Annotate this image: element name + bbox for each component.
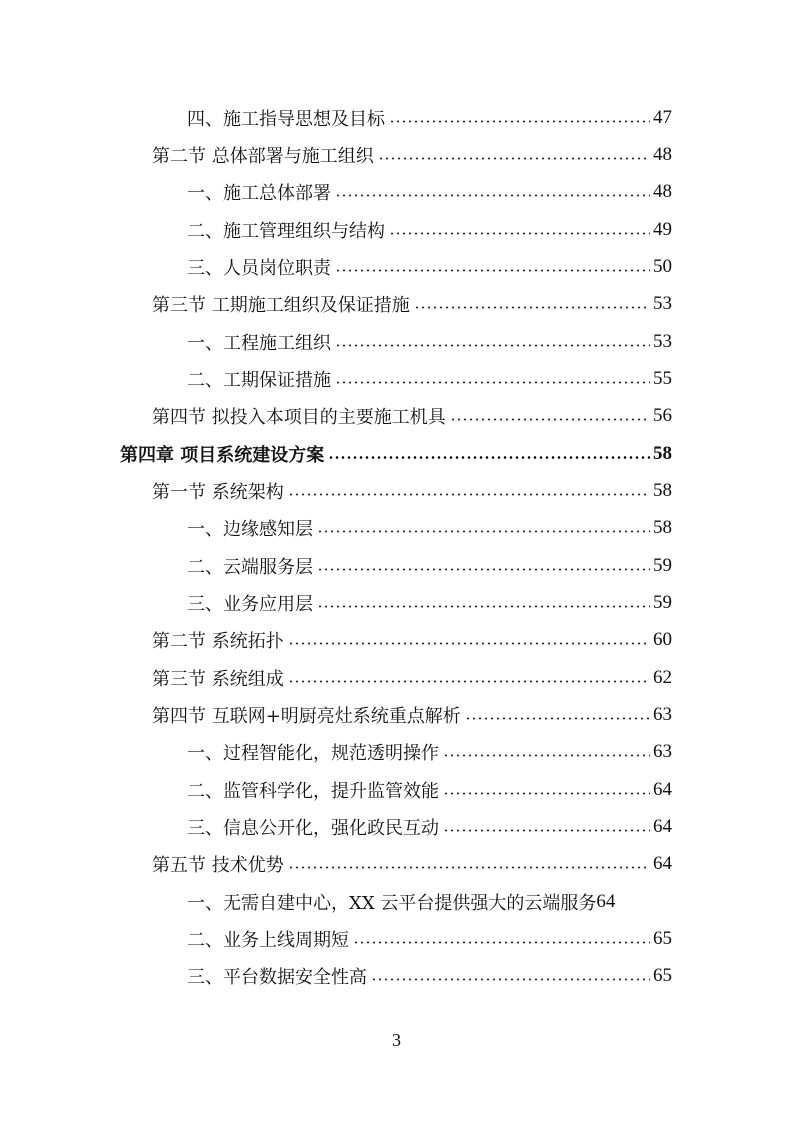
toc-entry[interactable] [187, 921, 672, 957]
dot-leader [288, 493, 650, 496]
toc-entry[interactable] [152, 473, 672, 509]
toc-entry[interactable] [187, 884, 687, 920]
toc-entry[interactable] [187, 510, 672, 546]
toc-entry-page: 50 [653, 256, 672, 277]
dot-leader [371, 978, 650, 981]
toc-entry[interactable] [152, 622, 672, 658]
dot-leader [450, 418, 650, 421]
toc-entry-page: 48 [653, 144, 672, 165]
toc-entry[interactable] [152, 846, 672, 882]
toc-entry[interactable] [152, 137, 672, 173]
toc-entry-title: 第三节 工期施工组织及保证措施 [152, 295, 410, 316]
toc-entry[interactable] [187, 249, 672, 285]
toc-entry[interactable] [187, 734, 672, 770]
dot-leader [288, 642, 650, 645]
toc-entry-page: 47 [653, 107, 672, 128]
toc-entry-title: 第四节 互联网+明厨亮灶系统重点解析 [152, 706, 461, 727]
dot-leader [335, 381, 650, 384]
toc-entry-page: 65 [653, 965, 672, 986]
toc-entry-page: 64 [596, 891, 616, 912]
toc-entry-title: 一、无需自建中心，XX 云平台提供强大的云端服务 [187, 893, 597, 914]
dot-leader [414, 306, 650, 309]
toc-entry-title: 第一节 系统架构 [152, 482, 284, 503]
toc-entry-page: 65 [653, 928, 672, 949]
toc-entry-page: 59 [653, 555, 672, 576]
toc-entry-page: 64 [653, 779, 672, 800]
toc-entry-page: 60 [653, 629, 672, 650]
toc-entry-title: 第四节 拟投入本项目的主要施工机具 [152, 407, 446, 428]
dot-leader [288, 680, 650, 683]
toc-entry-title: 二、施工管理组织与结构 [187, 221, 385, 242]
toc-entry[interactable] [187, 212, 672, 248]
toc-entry-page: 53 [653, 331, 672, 352]
dot-leader [465, 717, 650, 720]
toc-entry-page: 53 [653, 293, 672, 314]
dot-leader [353, 941, 650, 944]
toc-entry-page: 56 [653, 405, 672, 426]
toc-entry[interactable] [187, 958, 672, 994]
toc-entry-page: 55 [653, 368, 672, 389]
toc-entry-title: 三、信息公开化，强化政民互动 [187, 818, 439, 839]
toc-entry[interactable] [187, 174, 672, 210]
toc-entry-title: 第二节 总体部署与施工组织 [152, 146, 374, 167]
toc-entry-page: 49 [653, 219, 672, 240]
toc-entry[interactable] [152, 398, 672, 434]
page-number: 3 [392, 1030, 401, 1050]
toc-entry-title: 第五节 技术优势 [152, 855, 284, 876]
toc-entry-title: 三、平台数据安全性高 [187, 967, 367, 988]
toc-entry-title: 一、工程施工组织 [187, 333, 331, 354]
dot-leader [317, 568, 650, 571]
toc-entry[interactable] [152, 697, 672, 733]
toc-entry-page: 64 [653, 816, 672, 837]
dot-leader [443, 754, 650, 757]
dot-leader [443, 829, 650, 832]
toc-entry[interactable] [187, 361, 672, 397]
dot-leader [389, 232, 650, 235]
toc-entry-title: 三、人员岗位职责 [187, 258, 331, 279]
toc-entry[interactable] [187, 809, 672, 845]
toc-entry-title: 三、业务应用层 [187, 594, 313, 615]
toc-entry[interactable] [152, 286, 672, 322]
toc-entry[interactable] [187, 772, 672, 808]
dot-leader [317, 530, 650, 533]
toc-chapter-entry[interactable] [120, 436, 672, 472]
toc-entry[interactable] [187, 585, 672, 621]
toc-entry-page: 58 [653, 517, 672, 538]
toc-entry-page: 59 [653, 592, 672, 613]
toc-entry-title: 一、过程智能化，规范透明操作 [187, 743, 439, 764]
toc-entry-title: 一、边缘感知层 [187, 519, 313, 540]
toc-entry-title: 二、监管科学化，提升监管效能 [187, 781, 439, 802]
dot-leader [335, 269, 650, 272]
toc-entry-page: 48 [653, 181, 672, 202]
toc-entry-title: 四、施工指导思想及目标 [187, 109, 385, 130]
toc-entry-page: 63 [653, 741, 672, 762]
toc-entry-title: 二、工期保证措施 [187, 370, 331, 391]
dot-leader [443, 792, 650, 795]
toc-entry-page: 63 [653, 704, 672, 725]
toc-entry-title: 二、业务上线周期短 [187, 930, 349, 951]
toc-entry[interactable] [187, 324, 672, 360]
toc-entry-title: 第三节 系统组成 [152, 669, 284, 690]
toc-entry-title: 二、云端服务层 [187, 557, 313, 578]
toc-entry[interactable] [152, 660, 672, 696]
dot-leader [335, 344, 650, 347]
toc-entry-page: 64 [653, 853, 672, 874]
dot-leader [317, 605, 650, 608]
toc-entry-title: 第四章 项目系统建设方案 [120, 445, 325, 466]
toc-entry-page: 58 [653, 443, 672, 464]
toc-entry-page: 58 [653, 480, 672, 501]
toc-entry[interactable] [187, 548, 672, 584]
dot-leader [328, 456, 650, 459]
dot-leader [389, 120, 650, 123]
toc-entry-page: 62 [653, 667, 672, 688]
dot-leader [288, 866, 650, 869]
toc-entry-title: 第二节 系统拓扑 [152, 631, 284, 652]
toc-entry[interactable] [187, 100, 672, 136]
toc-entry-title: 一、施工总体部署 [187, 183, 331, 204]
dot-leader [335, 194, 650, 197]
dot-leader [378, 157, 650, 160]
